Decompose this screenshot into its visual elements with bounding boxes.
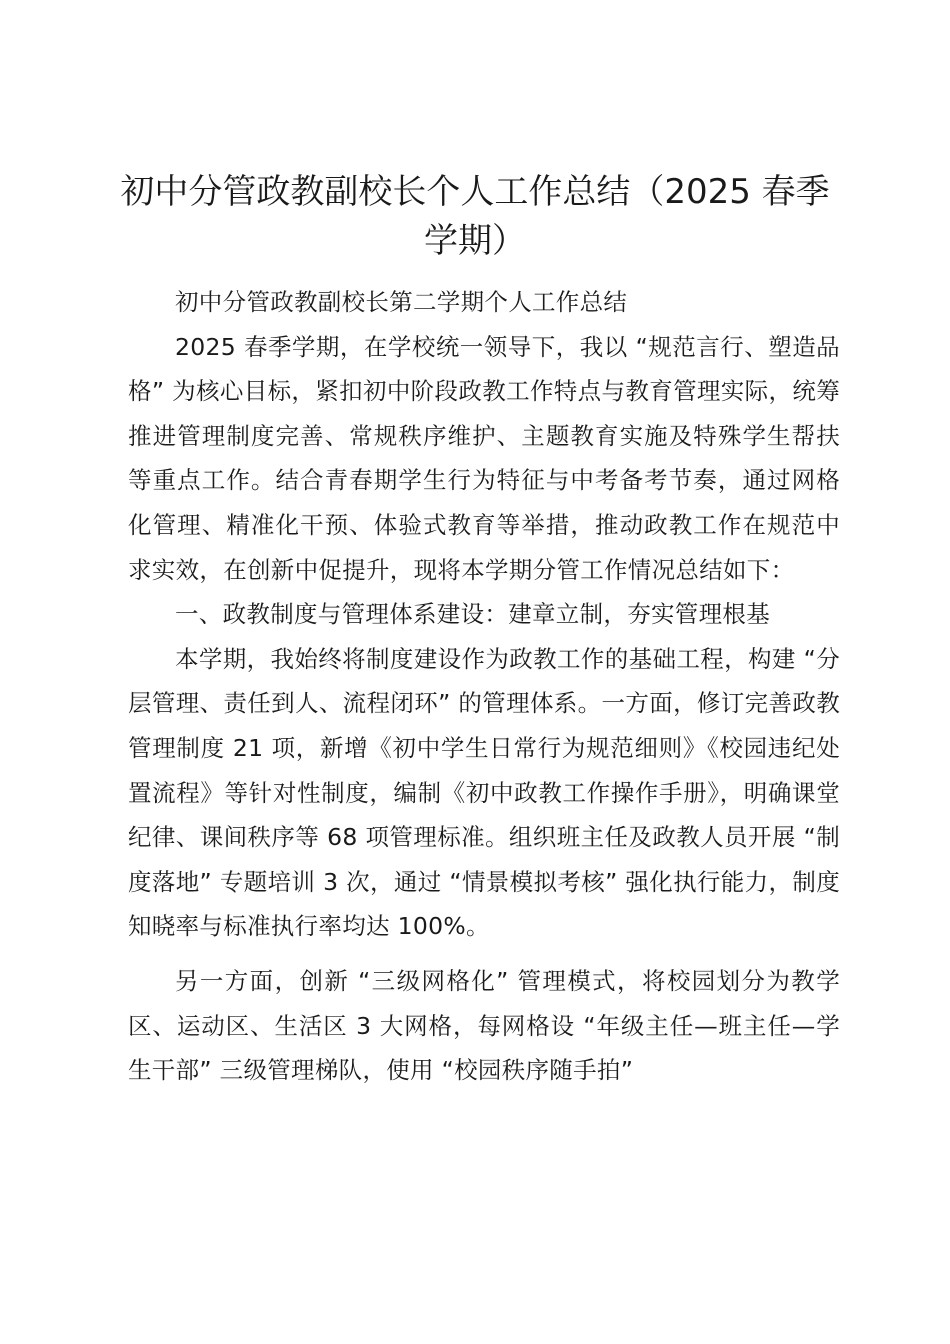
intro-paragraph: 2025 春季学期，在学校统一领导下，我以 “规范言行、塑造品格” 为核心目标，紧扣初中阶段政教工作特点与教育管理实际，统筹推进管理制度完善、常规秩序维护、主题教育实施及特殊学生帮扶等重点工作。结合青春期学生行为特征与中考备考节奏，通过网格化管理、精准化干预、体验式教育等举措，推动政教工作在规范中求实效，在创新中促提升，现将本学期分管工作情况总结如下： xyxy=(128,332,840,584)
body-paragraph: 本学期，我始终将制度建设作为政教工作的基础工程，构建 “分层管理、责任到人、流程闭环” 的管理体系。一方面，修订完善政教管理制度 21 项，新增《初中学生日常行为规范细则》《校园违纪处置流程》等针对性制度，编制《初中政教工作操作手册》，明确课堂纪律、课间秩序等 68 项管理标准。组织班主任及政教人员开展 “制度落地” 专题培训 3 次，通过 “情景模拟考核” 强化执行能力，制度知晓率与标准执行率均达 100%。 xyxy=(128,644,840,941)
body-paragraph: 另一方面，创新 “三级网格化” 管理模式，将校园划分为教学区、运动区、生活区 3 大网格，每网格设 “年级主任—班主任—学生干部” 三级管理梯队，使用 “校园秩序随手拍” xyxy=(128,966,840,1085)
document-title: 初中分管政教副校长个人工作总结（2025 春季学期） xyxy=(120,172,830,261)
section-heading-1: 一、政教制度与管理体系建设：建章立制，夯实管理根基 xyxy=(175,600,770,629)
document-body xyxy=(128,280,840,1093)
subtitle-paragraph: 初中分管政教副校长第二学期个人工作总结 xyxy=(175,288,628,316)
